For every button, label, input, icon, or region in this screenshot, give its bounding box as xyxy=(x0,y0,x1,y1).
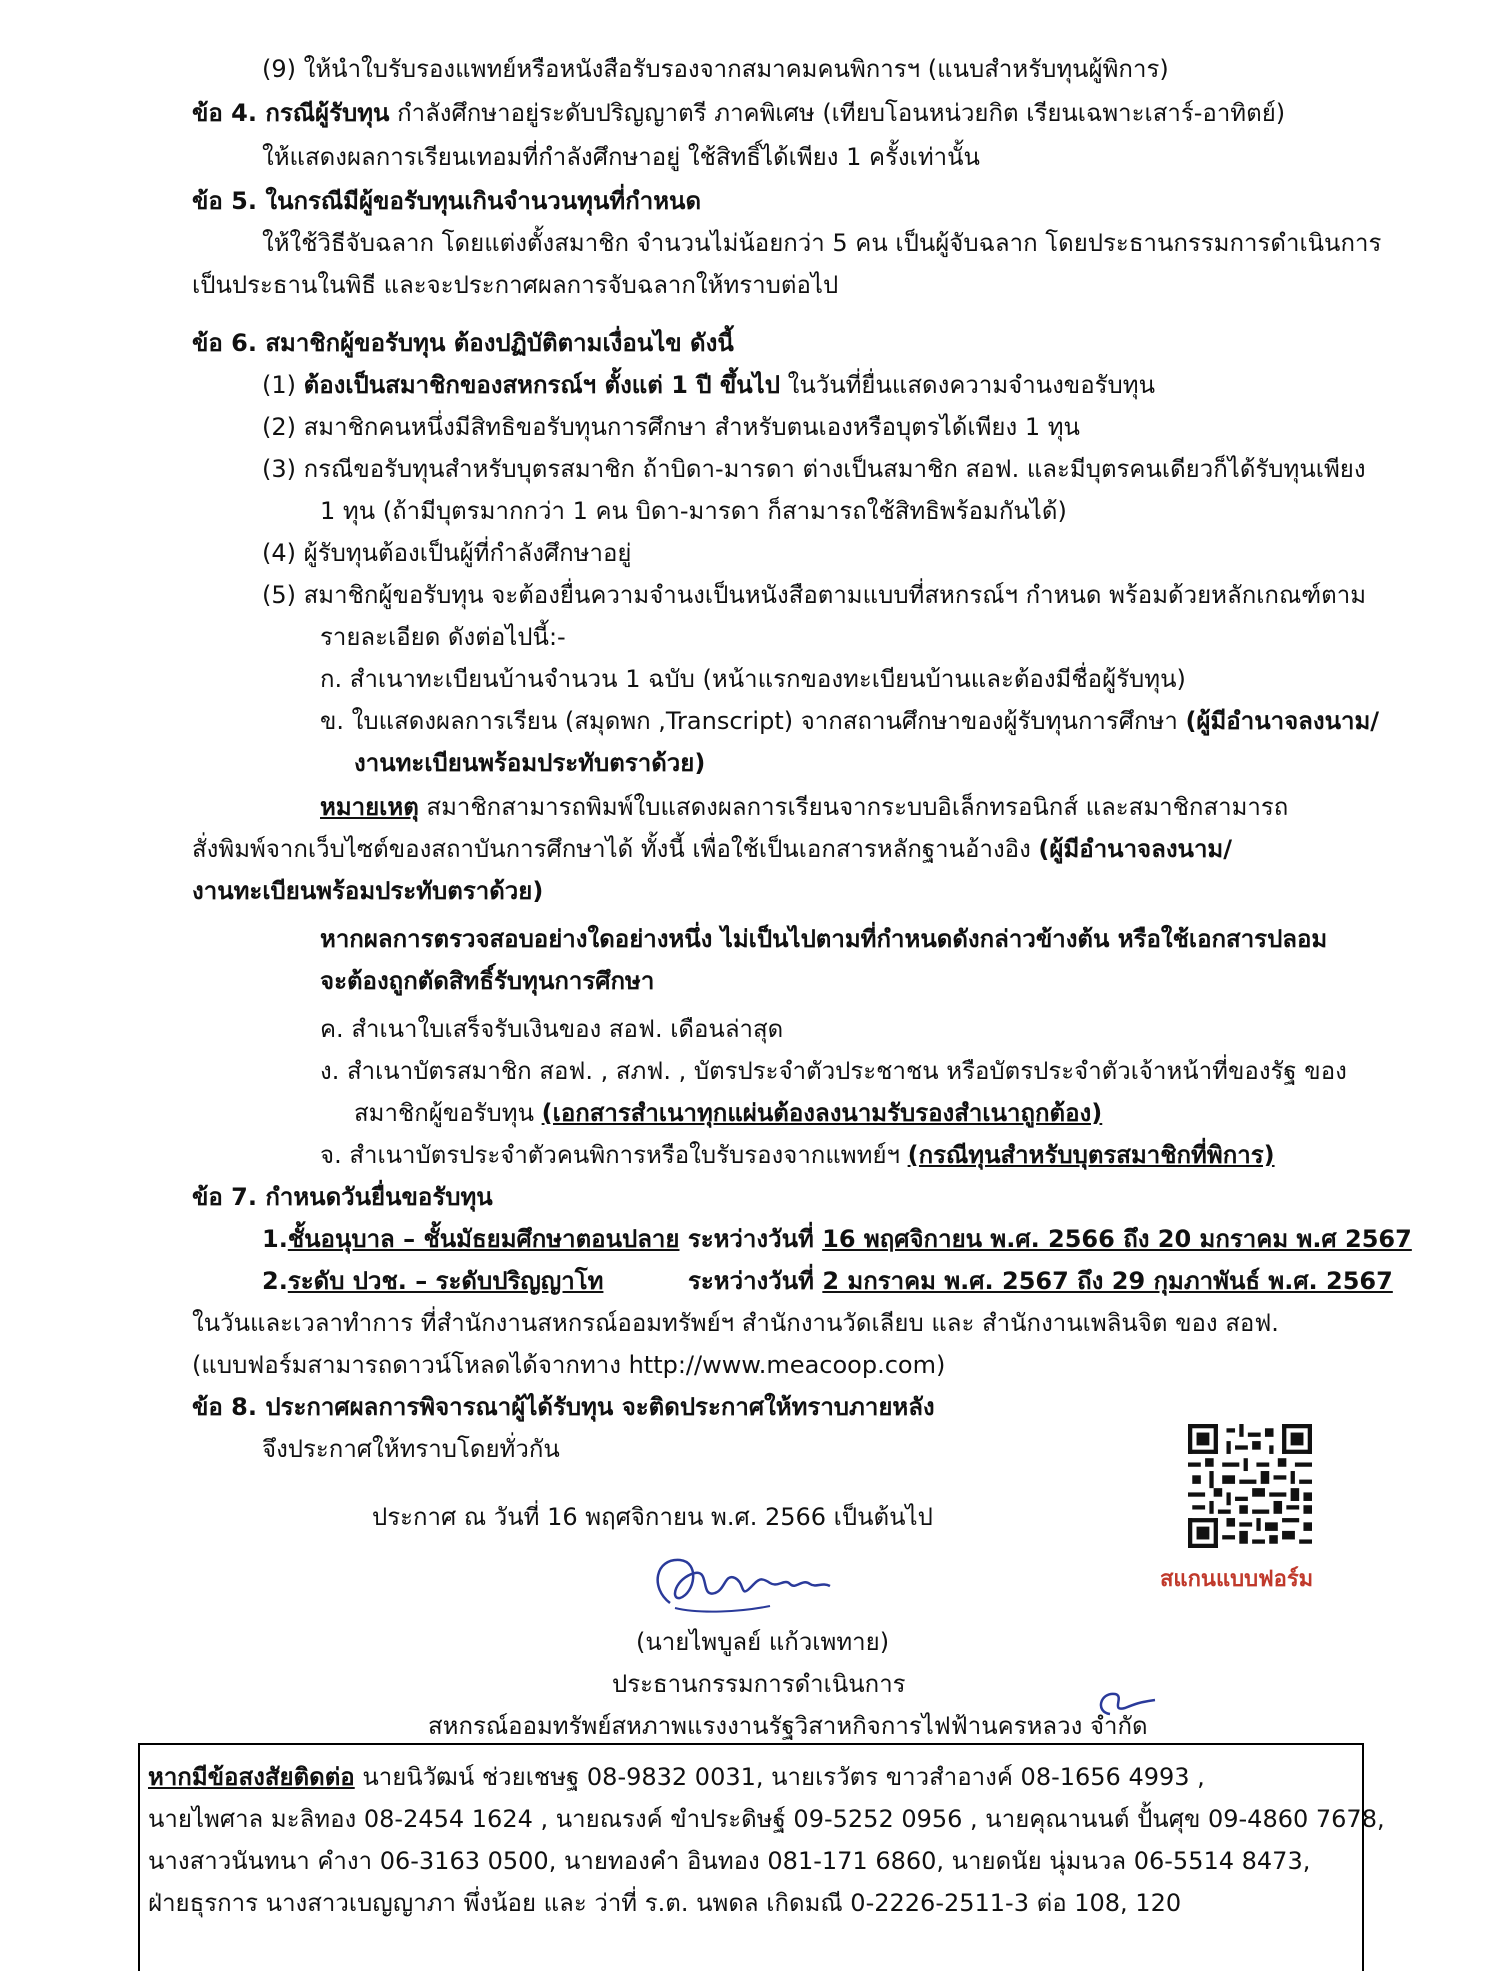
condition-2: (2) สมาชิกคนหนึ่งมีสิทธิขอรับทุนการศึกษา สำหรับตนเองหรือบุตรได้เพียง 1 ทุน xyxy=(262,413,1080,441)
period-2-between: ระหว่างวันที่ xyxy=(688,1267,823,1295)
contact-line-4: ฝ่ายธุรการ นางสาวเบญญาภา พึ่งน้อย และ ว่าที่ ร.ต. นพดล เกิดมณี 0-2226-2511-3 ต่อ 108, 120 xyxy=(148,1889,1182,1917)
period-1-between: ระหว่างวันที่ xyxy=(679,1225,823,1253)
condition-1-number: (1) xyxy=(262,371,304,399)
period-2 xyxy=(262,1264,603,1298)
condition-9: (9) ให้นำใบรับรองแพทย์หรือหนังสือรับรองจากสมาคมคนพิการฯ (แนบสำหรับทุนผู้พิการ) xyxy=(262,55,1169,83)
contact-line-3: นางสาวนันทนา คำงา 06-3163 0500, นายทองคำ อินทอง 081-171 6860, นายดนัย นุ่มนวล 06-5514 8473, xyxy=(148,1847,1311,1875)
organization-name: สหกรณ์ออมทรัพย์สหภาพแรงงานรัฐวิสาหกิจการไฟฟ้านครหลวง จำกัด xyxy=(428,1712,1148,1740)
signer-name: (นายไพบูลย์ แก้วเพทาย) xyxy=(636,1628,890,1656)
clause-5-line-1: ให้ใช้วิธีจับฉลาก โดยแต่งตั้งสมาชิก จำนวนไม่น้อยกว่า 5 คน เป็นผู้จับฉลาก โดยประธานกรรมการดำเนินการ xyxy=(262,229,1382,257)
condition-4: (4) ผู้รับทุนต้องเป็นผู้ที่กำลังศึกษาอยู่ xyxy=(262,539,632,567)
period-1-level: ชั้นอนุบาล – ชั้นมัธยมศึกษาตอนปลาย xyxy=(287,1225,680,1253)
item-cho-bold: (กรณีทุนสำหรับบุตรสมาชิกที่พิการ) xyxy=(907,1141,1275,1169)
item-kho-bold: (ผู้มีอำนาจลงนาม/ xyxy=(1185,707,1380,735)
contact-line-2: นายไพศาล มะลิทอง 08-2454 1624 , นายณรงค์ ขำประดิษฐ์ 09-5252 0956 , นายคุณานนต์ ปั้นศุข 09-4860 7678, xyxy=(148,1805,1385,1833)
remark xyxy=(320,790,1288,824)
contact-line-1-text: นายนิวัฒน์ ช่วยเชษฐ 08-9832 0031, นายเรวัตร ขาวสำอางค์ 08-1656 4993 , xyxy=(354,1763,1205,1791)
download-note: (แบบฟอร์มสามารถดาวน์โหลดได้จากทาง http://www.meacoop.com) xyxy=(192,1351,946,1379)
qr-caption: สแกนแบบฟอร์ม xyxy=(1160,1567,1314,1592)
clause-4 xyxy=(192,96,1285,130)
condition-1-text: ในวันที่ยื่นแสดงความจำนงขอรับทุน xyxy=(779,371,1155,399)
remark-line-3: งานทะเบียนพร้อมประทับตราด้วย) xyxy=(192,877,544,905)
condition-1-bold: ต้องเป็นสมาชิกของสหกรณ์ฯ ตั้งแต่ 1 ปี ขึ้นไป xyxy=(303,371,780,399)
clause-5-line-2: เป็นประธานในพิธี และจะประกาศผลการจับฉลากให้ทราบต่อไป xyxy=(192,271,839,299)
clause-8-heading: ข้อ 8. ประกาศผลการพิจารณาผู้ได้รับทุน จะติดประกาศให้ทราบภายหลัง xyxy=(192,1393,935,1421)
period-1-number: 1. xyxy=(262,1225,288,1253)
clause-7-heading: ข้อ 7. กำหนดวันยื่นขอรับทุน xyxy=(192,1183,493,1211)
announcement-note: จึงประกาศให้ทราบโดยทั่วกัน xyxy=(262,1435,560,1463)
item-cho-text: จ. สำเนาบัตรประจำตัวคนพิการหรือใบรับรองจากแพทย์ฯ xyxy=(320,1141,908,1169)
item-kho-khwai: ค. สำเนาใบเสร็จรับเงินของ สอฟ. เดือนล่าสุด xyxy=(320,1015,784,1043)
item-kho-line-2: งานทะเบียนพร้อมประทับตราด้วย) xyxy=(354,749,706,777)
item-ko: ก. สำเนาทะเบียนบ้านจำนวน 1 ฉบับ (หน้าแรกของทะเบียนบ้านและต้องมีชื่อผู้รับทุน) xyxy=(320,665,1186,693)
contact-line-1 xyxy=(148,1760,1205,1794)
item-cho xyxy=(320,1138,1275,1172)
warning-line-1: หากผลการตรวจสอบอย่างใดอย่างหนึ่ง ไม่เป็นไปตามที่กำหนดดังกล่าวข้างต้น หรือใช้เอกสารปลอม xyxy=(320,925,1328,953)
condition-5-line-2: รายละเอียด ดังต่อไปนี้:- xyxy=(320,623,566,651)
condition-3-line-2: 1 ทุน (ถ้ามีบุตรมากกว่า 1 คน บิดา-มารดา ก็สามารถใช้สิทธิพร้อมกันได้) xyxy=(320,497,1067,525)
clause-4-heading: ข้อ 4. กรณีผู้รับทุน xyxy=(192,99,390,127)
period-1-dates: 16 พฤศจิกายน พ.ศ. 2566 ถึง 20 มกราคม พ.ศ 2567 xyxy=(822,1225,1412,1253)
clause-6-heading: ข้อ 6. สมาชิกผู้ขอรับทุน ต้องปฏิบัติตามเงื่อนไข ดังนี้ xyxy=(192,329,734,357)
signer-title: ประธานกรรมการดำเนินการ xyxy=(612,1670,906,1698)
remark-line-2 xyxy=(192,832,1232,866)
clause-4-text: กำลังศึกษาอยู่ระดับปริญญาตรี ภาคพิเศษ (เทียบโอนหน่วยกิต เรียนเฉพาะเสาร์-อาทิตย์) xyxy=(389,99,1286,127)
clause-4-line-2: ให้แสดงผลการเรียนเทอมที่กำลังศึกษาอยู่ ใช้สิทธิ์ได้เพียง 1 ครั้งเท่านั้น xyxy=(262,143,980,171)
signature-icon xyxy=(640,1548,840,1618)
item-ngo-bold: (เอกสารสำเนาทุกแผ่นต้องลงนามรับรองสำเนาถูกต้อง) xyxy=(541,1099,1103,1127)
remark-text: สมาชิกสามารถพิมพ์ใบแสดงผลการเรียนจากระบบอิเล็กทรอนิกส์ และสมาชิกสามารถ xyxy=(418,793,1289,821)
item-kho-text: ข. ใบแสดงผลการเรียน (สมุดพก ,Transcript) จากสถานศึกษาของผู้รับทุนการศึกษา xyxy=(320,707,1186,735)
initial-mark-icon xyxy=(1080,1682,1160,1722)
contact-label: หากมีข้อสงสัยติดต่อ xyxy=(148,1763,355,1791)
period-2-number: 2. xyxy=(262,1267,288,1295)
item-ngo-line-2 xyxy=(354,1096,1102,1130)
period-2-level: ระดับ ปวช. – ระดับปริญญาโท xyxy=(287,1267,604,1295)
item-kho xyxy=(320,704,1379,738)
qr-code-icon xyxy=(1188,1424,1312,1548)
remark-label: หมายเหตุ xyxy=(320,793,419,821)
announcement-date: ประกาศ ณ วันที่ 16 พฤศจิกายน พ.ศ. 2566 เป็นต้นไป xyxy=(372,1503,933,1531)
clause-5-heading: ข้อ 5. ในกรณีมีผู้ขอรับทุนเกินจำนวนทุนที่กำหนด xyxy=(192,187,702,215)
condition-5: (5) สมาชิกผู้ขอรับทุน จะต้องยื่นความจำนงเป็นหนังสือตามแบบที่สหกรณ์ฯ กำหนด พร้อมด้วยหลักเกณฑ์ตาม xyxy=(262,581,1367,609)
period-2-date-range xyxy=(688,1264,1393,1298)
remark-line-2-bold: (ผู้มีอำนาจลงนาม/ xyxy=(1038,835,1233,863)
item-ngo: ง. สำเนาบัตรสมาชิก สอฟ. , สภฟ. , บัตรประจำตัวประชาชน หรือบัตรประจำตัวเจ้าหน้าที่ของรัฐ ของ xyxy=(320,1057,1347,1085)
item-ngo-text: สมาชิกผู้ขอรับทุน xyxy=(354,1099,542,1127)
remark-line-2-text: สั่งพิมพ์จากเว็บไซต์ของสถาบันการศึกษาได้ ทั้งนี้ เพื่อใช้เป็นเอกสารหลักฐานอ้างอิง xyxy=(192,835,1039,863)
office-hours: ในวันและเวลาทำการ ที่สำนักงานสหกรณ์ออมทรัพย์ฯ สำนักงานวัดเลียบ และ สำนักงานเพลินจิต ของ สอฟ. xyxy=(192,1309,1279,1337)
period-2-dates: 2 มกราคม พ.ศ. 2567 ถึง 29 กุมภาพันธ์ พ.ศ. 2567 xyxy=(822,1267,1393,1295)
period-1 xyxy=(262,1222,1412,1256)
condition-1 xyxy=(262,368,1155,402)
warning-line-2: จะต้องถูกตัดสิทธิ์รับทุนการศึกษา xyxy=(320,967,655,995)
condition-3: (3) กรณีขอรับทุนสำหรับบุตรสมาชิก ถ้าบิดา-มารดา ต่างเป็นสมาชิก สอฟ. และมีบุตรคนเดียวก็ได้รับทุนเพียง xyxy=(262,455,1366,483)
